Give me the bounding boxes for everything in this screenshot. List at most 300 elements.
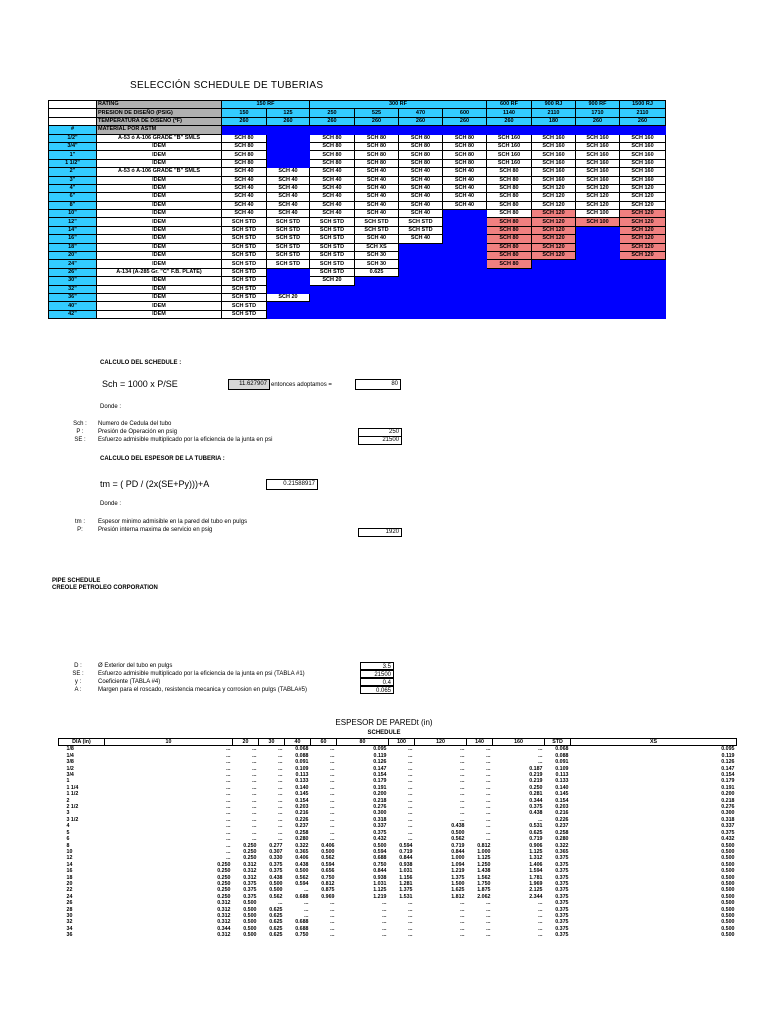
thickness-cell: ... bbox=[460, 778, 465, 785]
thickness-cell: ... bbox=[460, 746, 465, 753]
thickness-cell: ... bbox=[538, 906, 543, 913]
thickness-cell: 1.531 bbox=[399, 893, 413, 900]
thickness-cell: ... bbox=[278, 836, 283, 843]
definition-row bbox=[62, 518, 247, 526]
schedule-cell: SCH 80 bbox=[487, 260, 532, 268]
diameter-cell: 18 bbox=[66, 874, 73, 881]
thickness-cell: 0.200 bbox=[721, 791, 735, 798]
thickness-cell: 0.688 bbox=[295, 925, 309, 932]
material-cell: IDEM bbox=[97, 293, 222, 301]
thickness-cell: ... bbox=[486, 912, 491, 919]
thickness-cell: 0.280 bbox=[555, 836, 569, 843]
schedule-cell: SCH 160 bbox=[532, 151, 576, 159]
size-cell: 8" bbox=[49, 201, 97, 209]
schedule-cell: SCH 120 bbox=[620, 226, 666, 234]
thickness-cell: 0.126 bbox=[721, 759, 735, 766]
definition-key: Sch : bbox=[73, 421, 87, 427]
thickness-cell: 0.844 bbox=[373, 868, 387, 875]
schedule-cell bbox=[355, 285, 399, 293]
schedule-cell bbox=[267, 151, 310, 159]
thickness-cell: 1.625 bbox=[451, 887, 465, 894]
schedule-cell: SCH 120 bbox=[532, 210, 576, 218]
sch-formula: Sch = 1000 x P/SE bbox=[102, 379, 178, 389]
schedule-cell: SCH 120 bbox=[532, 184, 576, 192]
material-cell: IDEM bbox=[97, 243, 222, 251]
header-blank bbox=[49, 101, 97, 109]
schedule-cell: SCH 80 bbox=[443, 142, 487, 150]
thickness-cell: ... bbox=[252, 810, 257, 817]
thickness-cell: 0.432 bbox=[721, 836, 735, 843]
thickness-cell: 0.938 bbox=[373, 874, 387, 881]
thickness-cell: ... bbox=[408, 791, 413, 798]
wall-row bbox=[59, 746, 737, 753]
thickness-cell: ... bbox=[460, 752, 465, 759]
schedule-cell: SCH 160 bbox=[620, 142, 666, 150]
adopt-value: 80 bbox=[355, 379, 401, 390]
thickness-cell: ... bbox=[538, 746, 543, 753]
diameter-cell: 12 bbox=[66, 855, 73, 862]
schedule-row bbox=[49, 226, 666, 234]
schedule-cell bbox=[443, 218, 487, 226]
thickness-cell: ... bbox=[330, 836, 335, 843]
thickness-cell: 0.500 bbox=[269, 887, 283, 894]
thickness-cell: 0.113 bbox=[555, 772, 569, 779]
thickness-cell: ... bbox=[460, 932, 465, 939]
schedule-cell bbox=[532, 310, 576, 318]
thickness-cell: 0.625 bbox=[269, 906, 283, 913]
thickness-cell: ... bbox=[330, 912, 335, 919]
thickness-cell: 1.375 bbox=[399, 887, 413, 894]
schedule-cell bbox=[443, 285, 487, 293]
schedule-cell: SCH 40 bbox=[222, 193, 267, 201]
parameter-row bbox=[58, 670, 394, 678]
thickness-cell: 0.280 bbox=[295, 836, 309, 843]
diameter-cell: 6 bbox=[66, 836, 70, 843]
size-cell: 40" bbox=[49, 302, 97, 310]
header-blank: # bbox=[49, 126, 97, 134]
thickness-cell: 0.375 bbox=[373, 829, 387, 836]
thickness-cell: 0.216 bbox=[555, 810, 569, 817]
schedule-cell: SCH 160 bbox=[487, 134, 532, 142]
thickness-cell: ... bbox=[252, 772, 257, 779]
schedule-cell: SCH 40 bbox=[355, 176, 399, 184]
thickness-cell: 0.300 bbox=[721, 810, 735, 817]
thickness-cell: ... bbox=[408, 823, 413, 830]
sch-value: 11.627907 bbox=[228, 379, 270, 390]
thickness-cell: 0.500 bbox=[721, 900, 735, 907]
diameter-cell: 3 bbox=[66, 810, 70, 817]
thickness-cell: 0.500 bbox=[721, 887, 735, 894]
size-cell: 26" bbox=[49, 268, 97, 276]
thickness-cell: ... bbox=[486, 746, 491, 753]
thickness-cell: 0.088 bbox=[295, 752, 309, 759]
thickness-cell: 0.276 bbox=[373, 804, 387, 811]
schedule-cell: SCH STD bbox=[267, 235, 310, 243]
thickness-cell: 0.133 bbox=[555, 778, 569, 785]
schedule-cell: SCH 120 bbox=[576, 193, 620, 201]
thickness-cell: ... bbox=[330, 746, 335, 753]
diameter-cell: 3 1/2 bbox=[66, 816, 79, 823]
thickness-cell: 0.237 bbox=[555, 823, 569, 830]
thickness-cell: 0.906 bbox=[529, 842, 543, 849]
schedule-cell: SCH 80 bbox=[355, 142, 399, 150]
schedule-selection-table bbox=[48, 100, 666, 319]
thickness-cell: ... bbox=[486, 823, 491, 830]
thickness-cell: 1.875 bbox=[477, 887, 491, 894]
thickness-cell: ... bbox=[278, 804, 283, 811]
size-cell: 10" bbox=[49, 210, 97, 218]
temperature-cell: 260 bbox=[399, 117, 443, 125]
header-label: PRESION DE DISEÑO (PSIG) bbox=[97, 109, 222, 117]
thickness-cell: ... bbox=[408, 765, 413, 772]
schedule-cell: SCH 80 bbox=[355, 151, 399, 159]
thickness-cell: 1.312 bbox=[529, 855, 543, 862]
schedule-cell: SCH 120 bbox=[620, 184, 666, 192]
schedule-cell bbox=[620, 310, 666, 318]
schedule-cell bbox=[576, 310, 620, 318]
thickness-cell: 0.500 bbox=[243, 925, 257, 932]
thickness-cell: 0.625 bbox=[529, 829, 543, 836]
thickness-cell: ... bbox=[252, 765, 257, 772]
thickness-cell: 0.258 bbox=[295, 829, 309, 836]
schedule-cell: SCH 80 bbox=[222, 142, 267, 150]
thickness-cell: 0.844 bbox=[451, 848, 465, 855]
thickness-cell: 0.500 bbox=[721, 874, 735, 881]
parameter-row bbox=[58, 686, 394, 694]
schedule-row bbox=[49, 310, 666, 318]
wall-header-cell: 140 bbox=[467, 739, 493, 746]
thickness-cell: ... bbox=[486, 829, 491, 836]
schedule-cell bbox=[355, 293, 399, 301]
thickness-cell: 0.258 bbox=[555, 829, 569, 836]
thickness-cell: 0.375 bbox=[555, 861, 569, 868]
thickness-cell: ... bbox=[226, 855, 231, 862]
thickness-cell: ... bbox=[304, 906, 309, 913]
header-blank bbox=[49, 117, 97, 125]
company-line-1: PIPE SCHEDULE bbox=[52, 578, 101, 584]
thickness-cell: 0.438 bbox=[269, 874, 283, 881]
schedule-cell bbox=[355, 302, 399, 310]
schedule-cell: SCH 40 bbox=[399, 193, 443, 201]
thickness-cell: ... bbox=[408, 778, 413, 785]
schedule-cell: SCH 160 bbox=[620, 151, 666, 159]
adopt-text: entonces adoptamos = bbox=[271, 382, 332, 388]
thickness-cell: ... bbox=[278, 791, 283, 798]
thickness-cell: ... bbox=[408, 759, 413, 766]
schedule-row bbox=[49, 159, 666, 167]
size-cell: 2" bbox=[49, 168, 97, 176]
schedule-cell: SCH 40 bbox=[222, 184, 267, 192]
thickness-cell: 0.307 bbox=[269, 848, 283, 855]
thickness-cell: 0.250 bbox=[243, 855, 257, 862]
thickness-cell: 0.119 bbox=[721, 752, 735, 759]
diameter-cell: 30 bbox=[66, 912, 73, 919]
thickness-cell: 0.312 bbox=[243, 874, 257, 881]
schedule-cell: SCH 80 bbox=[487, 235, 532, 243]
thickness-cell: ... bbox=[486, 919, 491, 926]
thickness-cell: ... bbox=[278, 752, 283, 759]
thickness-cell: 0.375 bbox=[721, 829, 735, 836]
schedule-row bbox=[49, 134, 666, 142]
schedule-cell: SCH 160 bbox=[620, 176, 666, 184]
temperature-cell: 260 bbox=[355, 117, 399, 125]
schedule-row bbox=[49, 302, 666, 310]
thickness-cell: ... bbox=[408, 932, 413, 939]
schedule-cell bbox=[399, 268, 443, 276]
thickness-cell: 0.938 bbox=[399, 861, 413, 868]
wall-thickness-table bbox=[58, 738, 737, 939]
schedule-cell: SCH 80 bbox=[222, 151, 267, 159]
schedule-cell: SCH 160 bbox=[532, 168, 576, 176]
schedule-cell: SCH 160 bbox=[487, 142, 532, 150]
diameter-cell: 20 bbox=[66, 880, 73, 887]
temperature-cell: 260 bbox=[620, 117, 666, 125]
schedule-cell bbox=[399, 243, 443, 251]
thickness-cell: 0.500 bbox=[721, 848, 735, 855]
schedule-cell: SCH 80 bbox=[443, 134, 487, 142]
schedule-cell bbox=[620, 268, 666, 276]
schedule-row bbox=[49, 277, 666, 285]
schedule-cell: SCH 40 bbox=[267, 168, 310, 176]
size-cell: 1" bbox=[49, 151, 97, 159]
thickness-cell: 1.594 bbox=[529, 868, 543, 875]
thickness-cell: 0.531 bbox=[529, 823, 543, 830]
thickness-cell: 1.281 bbox=[399, 880, 413, 887]
thickness-cell: ... bbox=[330, 823, 335, 830]
pressure-cell: 250 bbox=[310, 109, 355, 117]
schedule-cell: SCH 40 bbox=[222, 210, 267, 218]
thickness-cell: ... bbox=[278, 759, 283, 766]
size-cell: 1/2" bbox=[49, 134, 97, 142]
thickness-cell: ... bbox=[226, 778, 231, 785]
thickness-cell: ... bbox=[226, 842, 231, 849]
thickness-cell: 0.095 bbox=[373, 746, 387, 753]
schedule-cell: SCH 40 bbox=[267, 193, 310, 201]
diameter-cell: 1/4 bbox=[66, 752, 74, 759]
thickness-cell: 0.119 bbox=[373, 752, 387, 759]
material-cell: A-53 ó A-106 GRADE "B" SMLS bbox=[97, 134, 222, 142]
schedule-cell bbox=[443, 243, 487, 251]
schedule-cell bbox=[532, 260, 576, 268]
thickness-cell: 0.500 bbox=[243, 912, 257, 919]
definition-row bbox=[62, 526, 247, 534]
thickness-cell: 0.281 bbox=[529, 791, 543, 798]
schedule-cell bbox=[620, 260, 666, 268]
thickness-cell: ... bbox=[278, 784, 283, 791]
schedule-cell: SCH 80 bbox=[310, 151, 355, 159]
material-cell: IDEM bbox=[97, 201, 222, 209]
thickness-cell: 0.375 bbox=[555, 887, 569, 894]
thickness-cell: ... bbox=[460, 765, 465, 772]
thickness-cell: 1.500 bbox=[451, 880, 465, 887]
schedule-cell bbox=[487, 310, 532, 318]
schedule-cell: SCH 160 bbox=[576, 151, 620, 159]
diameter-cell: 1 1/4 bbox=[66, 784, 79, 791]
thickness-cell: ... bbox=[486, 816, 491, 823]
thickness-cell: ... bbox=[226, 791, 231, 798]
wall-thickness-title: ESPESOR DE PAREDt (in) bbox=[335, 718, 433, 727]
schedule-cell: SCH 120 bbox=[620, 252, 666, 260]
temperature-cell: 260 bbox=[222, 117, 267, 125]
thickness-cell: ... bbox=[460, 804, 465, 811]
header-label: RATING bbox=[97, 101, 222, 109]
thickness-cell: ... bbox=[460, 791, 465, 798]
thickness-cell: ... bbox=[408, 900, 413, 907]
schedule-row bbox=[49, 218, 666, 226]
thickness-cell: ... bbox=[460, 772, 465, 779]
thickness-cell: ... bbox=[252, 784, 257, 791]
schedule-cell bbox=[310, 285, 355, 293]
schedule-cell bbox=[399, 260, 443, 268]
calc-heading-2: CALCULO DEL ESPESOR DE LA TUBERIA : bbox=[100, 456, 225, 462]
schedule-cell: SCH STD bbox=[222, 310, 267, 318]
schedule-cell: SCH 120 bbox=[532, 201, 576, 209]
thickness-cell: 0.500 bbox=[721, 912, 735, 919]
thickness-cell: ... bbox=[330, 784, 335, 791]
thickness-cell: ... bbox=[486, 925, 491, 932]
schedule-cell bbox=[443, 302, 487, 310]
thickness-cell: ... bbox=[252, 746, 257, 753]
thickness-cell: 0.147 bbox=[373, 765, 387, 772]
thickness-cell: 0.500 bbox=[243, 906, 257, 913]
schedule-cell: SCH 80 bbox=[399, 142, 443, 150]
thickness-cell: ... bbox=[460, 810, 465, 817]
schedule-cell bbox=[443, 277, 487, 285]
diameter-cell: 32 bbox=[66, 919, 73, 926]
wall-header-row bbox=[59, 739, 737, 746]
temperature-cell: 260 bbox=[576, 117, 620, 125]
material-cell: IDEM bbox=[97, 277, 222, 285]
schedule-cell bbox=[576, 268, 620, 276]
thickness-cell: 1.375 bbox=[451, 874, 465, 881]
schedule-cell bbox=[532, 285, 576, 293]
thickness-cell: ... bbox=[408, 797, 413, 804]
thickness-cell: 0.318 bbox=[373, 816, 387, 823]
thickness-cell: 0.750 bbox=[373, 861, 387, 868]
thickness-cell: 0.337 bbox=[373, 823, 387, 830]
schedule-cell: SCH 40 bbox=[310, 176, 355, 184]
schedule-cell: SCH 40 bbox=[443, 176, 487, 184]
thickness-cell: 1.031 bbox=[373, 880, 387, 887]
schedule-cell bbox=[399, 302, 443, 310]
size-cell: 14" bbox=[49, 226, 97, 234]
schedule-cell: SCH 40 bbox=[267, 201, 310, 209]
thickness-cell: 0.500 bbox=[721, 861, 735, 868]
thickness-cell: ... bbox=[460, 925, 465, 932]
temperature-cell: 260 bbox=[487, 117, 532, 125]
parameter-key: D : bbox=[74, 663, 82, 669]
definition-row bbox=[62, 428, 272, 436]
schedule-cell: SCH 40 bbox=[222, 176, 267, 184]
thickness-cell: ... bbox=[486, 836, 491, 843]
definition-key: SE : bbox=[74, 437, 86, 443]
thickness-cell: ... bbox=[278, 797, 283, 804]
schedule-row bbox=[49, 268, 666, 276]
thickness-cell: ... bbox=[382, 906, 387, 913]
parameters-block bbox=[58, 662, 394, 694]
thickness-cell: ... bbox=[408, 925, 413, 932]
thickness-cell: ... bbox=[252, 823, 257, 830]
thickness-cell: 0.203 bbox=[555, 804, 569, 811]
thickness-cell: 0.312 bbox=[217, 932, 231, 939]
thickness-cell: ... bbox=[330, 919, 335, 926]
wall-header-cell: 100 bbox=[389, 739, 415, 746]
thickness-cell: 0.300 bbox=[373, 810, 387, 817]
thickness-cell: 0.322 bbox=[295, 842, 309, 849]
thickness-cell: 0.250 bbox=[217, 861, 231, 868]
schedule-cell: SCH 120 bbox=[620, 193, 666, 201]
schedule-cell: SCH 80 bbox=[487, 243, 532, 251]
thickness-cell: 0.312 bbox=[217, 900, 231, 907]
rating-cell: 900 RF bbox=[576, 101, 620, 109]
temperature-cell: 260 bbox=[310, 117, 355, 125]
thickness-cell: 0.133 bbox=[295, 778, 309, 785]
thickness-cell: ... bbox=[252, 752, 257, 759]
thickness-cell: ... bbox=[486, 778, 491, 785]
schedule-cell: 0.625 bbox=[355, 268, 399, 276]
schedule-cell: SCH 40 bbox=[310, 210, 355, 218]
schedule-cell: SCH 80 bbox=[355, 134, 399, 142]
diameter-cell: 4 bbox=[66, 823, 70, 830]
parameter-text: Coeficiente (TABLA #4) bbox=[98, 679, 161, 685]
pressure-cell: 600 bbox=[443, 109, 487, 117]
thickness-cell: 0.140 bbox=[555, 784, 569, 791]
schedule-cell: SCH 40 bbox=[267, 210, 310, 218]
thickness-cell: 0.088 bbox=[555, 752, 569, 759]
thickness-cell: 0.179 bbox=[373, 778, 387, 785]
schedule-cell bbox=[267, 268, 310, 276]
schedule-cell bbox=[576, 235, 620, 243]
thickness-cell: 0.312 bbox=[217, 912, 231, 919]
schedule-cell: SCH 40 bbox=[222, 201, 267, 209]
thickness-cell: 0.095 bbox=[721, 746, 735, 753]
thickness-cell: 0.438 bbox=[451, 823, 465, 830]
schedule-cell: SCH 20 bbox=[310, 277, 355, 285]
tm-value: 0.21588917 bbox=[266, 479, 318, 490]
thickness-cell: 0.656 bbox=[321, 868, 335, 875]
thickness-cell: 0.113 bbox=[295, 772, 309, 779]
thickness-cell: ... bbox=[226, 836, 231, 843]
header-row bbox=[49, 109, 666, 117]
thickness-cell: ... bbox=[226, 752, 231, 759]
thickness-cell: 0.375 bbox=[555, 932, 569, 939]
diameter-cell: 1 1/2 bbox=[66, 791, 79, 798]
schedule-row bbox=[49, 176, 666, 184]
thickness-cell: 0.191 bbox=[373, 784, 387, 791]
thickness-cell: 0.109 bbox=[555, 765, 569, 772]
thickness-cell: 0.145 bbox=[295, 791, 309, 798]
material-cell: A-53 ó A-106 GRADE "B" SMLS bbox=[97, 168, 222, 176]
schedule-cell: SCH 80 bbox=[355, 159, 399, 167]
schedule-cell: SCH 30 bbox=[355, 260, 399, 268]
schedule-cell: SCH STD bbox=[222, 293, 267, 301]
temperature-cell: 180 bbox=[532, 117, 576, 125]
schedule-cell bbox=[399, 310, 443, 318]
schedule-cell: SCH 80 bbox=[487, 176, 532, 184]
thickness-cell: 0.594 bbox=[295, 880, 309, 887]
thickness-cell: ... bbox=[330, 759, 335, 766]
schedule-cell: SCH STD bbox=[222, 226, 267, 234]
calc-heading: CALCULO DEL SCHEDULE : bbox=[100, 360, 182, 366]
definition-key: tm : bbox=[75, 519, 85, 525]
schedule-cell: SCH STD bbox=[355, 226, 399, 234]
pressure-cell: 125 bbox=[267, 109, 310, 117]
thickness-cell: ... bbox=[408, 816, 413, 823]
schedule-cell bbox=[487, 302, 532, 310]
thickness-cell: 0.337 bbox=[721, 823, 735, 830]
schedule-cell: SCH 120 bbox=[532, 218, 576, 226]
size-cell: 3/4" bbox=[49, 142, 97, 150]
